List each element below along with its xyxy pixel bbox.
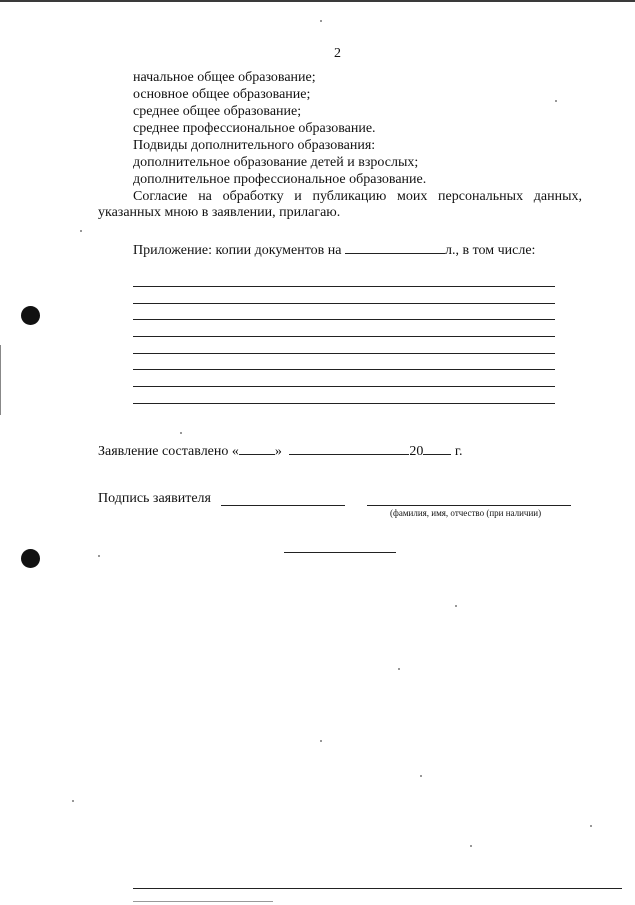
scan-speck bbox=[98, 555, 100, 557]
list-item: среднее профессиональное образование. bbox=[133, 121, 376, 136]
scan-speck bbox=[470, 845, 472, 847]
scan-speck bbox=[420, 775, 422, 777]
closing-divider bbox=[284, 552, 396, 553]
signature-blank[interactable] bbox=[221, 505, 345, 506]
scan-speck bbox=[80, 230, 82, 232]
consent-line-1: Согласие на обработку и публикацию моих персональных данных, bbox=[133, 189, 582, 204]
year-blank[interactable] bbox=[423, 440, 451, 455]
list-item: дополнительное профессиональное образование. bbox=[133, 172, 427, 187]
scan-speck bbox=[455, 605, 457, 607]
attachment-pages-blank[interactable] bbox=[345, 239, 445, 254]
statement-date-line bbox=[98, 440, 463, 460]
punch-hole-bottom bbox=[21, 549, 40, 568]
scan-speck bbox=[555, 100, 557, 102]
list-item: среднее общее образование; bbox=[133, 104, 302, 119]
footer-secondary-line bbox=[133, 901, 273, 902]
scan-speck bbox=[320, 20, 322, 22]
list-item: начальное общее образование; bbox=[133, 70, 316, 85]
attachment-blank-line[interactable] bbox=[133, 336, 555, 337]
year-suffix: г. bbox=[454, 444, 463, 459]
statement-label: Заявление составлено « bbox=[98, 444, 239, 459]
month-blank[interactable] bbox=[289, 440, 409, 455]
list-item: основное общее образование; bbox=[133, 87, 311, 102]
scan-speck bbox=[590, 825, 592, 827]
scan-speck bbox=[72, 800, 74, 802]
scan-top-edge bbox=[0, 0, 635, 2]
scan-speck bbox=[320, 740, 322, 742]
attachment-blank-line[interactable] bbox=[133, 319, 555, 320]
attachment-label: Приложение: копии документов на bbox=[133, 243, 342, 258]
attachment-blank-line[interactable] bbox=[133, 353, 555, 354]
list-item: дополнительное образование детей и взрослых; bbox=[133, 155, 419, 170]
attachment-label-suffix: л., в том числе: bbox=[444, 243, 536, 258]
attachment-blank-line[interactable] bbox=[133, 369, 555, 370]
scan-speck bbox=[180, 432, 182, 434]
consent-line-2: указанных мною в заявлении, прилагаю. bbox=[98, 205, 341, 220]
punch-hole-top bbox=[21, 306, 40, 325]
full-name-blank[interactable] bbox=[367, 505, 571, 506]
attachment-blank-line[interactable] bbox=[133, 303, 555, 304]
day-blank[interactable] bbox=[239, 440, 275, 455]
attachment-line bbox=[133, 239, 535, 259]
list-heading: Подвиды дополнительного образования: bbox=[133, 138, 376, 153]
attachment-blank-line[interactable] bbox=[133, 386, 555, 387]
full-name-caption: (фамилия, имя, отчество (при наличии) bbox=[390, 508, 542, 518]
page-number: 2 bbox=[334, 46, 341, 61]
statement-close-quote: » bbox=[274, 444, 282, 459]
footer-divider bbox=[133, 888, 622, 889]
attachment-blank-line[interactable] bbox=[133, 403, 555, 404]
attachment-blank-line[interactable] bbox=[133, 286, 555, 287]
signature-label: Подпись заявителя bbox=[98, 491, 211, 506]
year-prefix: 20 bbox=[409, 444, 424, 459]
scan-margin-mark bbox=[0, 345, 1, 415]
scan-speck bbox=[398, 668, 400, 670]
